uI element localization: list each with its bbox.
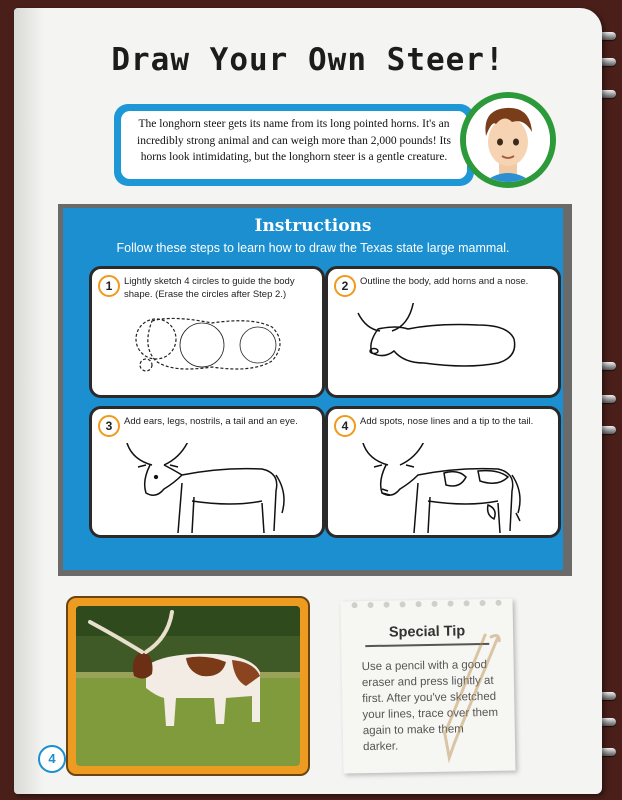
intro-box xyxy=(114,104,474,186)
worksheet-page xyxy=(14,8,602,794)
special-tip-note xyxy=(341,599,516,774)
page-number: 4 xyxy=(38,745,66,773)
instructions-panel xyxy=(58,204,572,576)
step-number: 4 xyxy=(334,415,356,437)
step2-outline-drawing xyxy=(348,303,538,393)
tip-text: Use a pencil with a good eraser and press lightly at first. After you've sketched your lines, trace over them again to make them darker. xyxy=(361,658,499,754)
step3-steer-drawing xyxy=(112,443,302,537)
longhorn-photo xyxy=(66,596,310,776)
step-text: Add ears, legs, nostrils, a tail and an eye. xyxy=(124,416,298,427)
pencil-icon xyxy=(437,633,509,764)
step4-spotted-steer-drawing xyxy=(348,443,538,537)
step1-circles-drawing xyxy=(112,303,302,393)
step-card-4 xyxy=(325,406,561,538)
step-number: 2 xyxy=(334,275,356,297)
step-text: Lightly sketch 4 circles to guide the body shape. (Erase the circles after Step 2.) xyxy=(124,276,295,300)
page-title: Draw Your Own Steer! xyxy=(111,42,505,78)
step-number: 3 xyxy=(98,415,120,437)
step-card-2 xyxy=(325,266,561,398)
step-text: Outline the body, add horns and a nose. xyxy=(360,276,529,287)
step-card-1 xyxy=(89,266,325,398)
step-text: Add spots, nose lines and a tip to the tail. xyxy=(360,416,534,427)
instructions-subtitle: Follow these steps to learn how to draw the Texas state large mammal. xyxy=(116,241,510,255)
boy-avatar-icon xyxy=(460,92,556,188)
intro-text: The longhorn steer gets its name from its long pointed horns. It's an incredibly strong animal and can weigh more than 2,000 pounds! Its horns look intimidating, but the longhorn steer is a gentle creature. xyxy=(121,111,467,179)
tip-title: Special Tip xyxy=(388,623,466,641)
instructions-heading: Instructions xyxy=(254,216,372,236)
note-perforation xyxy=(341,599,513,612)
step-card-3 xyxy=(89,406,325,538)
step-number: 1 xyxy=(98,275,120,297)
